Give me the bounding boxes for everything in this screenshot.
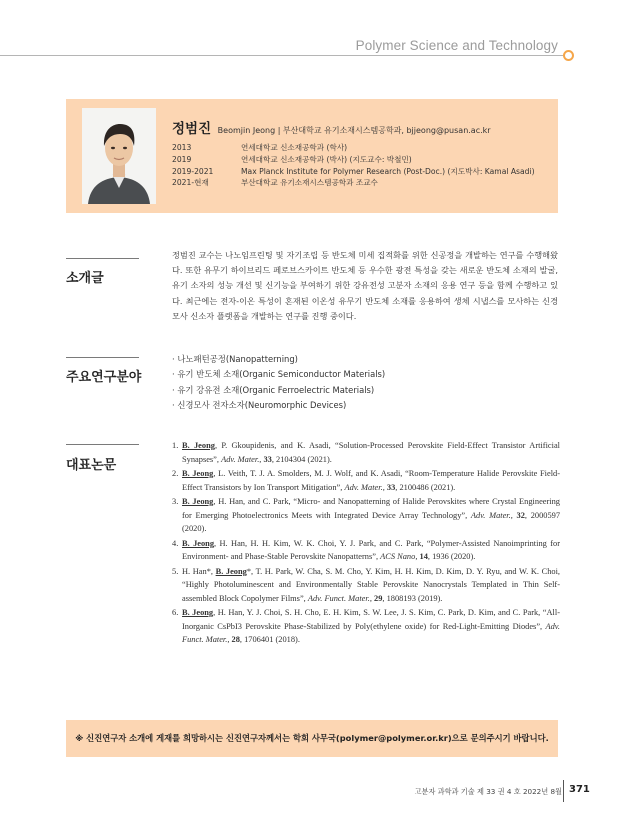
publication-number: 2.: [172, 469, 179, 478]
publication-pages: , 1936 (2020).: [427, 552, 476, 561]
publication-number: 1.: [172, 441, 179, 450]
footer-journal-info: 고분자 과학과 기술 제 33 권 4 호 2022년 8월: [414, 787, 562, 796]
profile-name-line: [172, 117, 491, 137]
publication-number: 6.: [172, 608, 179, 617]
education-desc: 연세대학교 신소재공학과 (학사): [241, 143, 348, 152]
publication-sep: ,: [227, 635, 232, 644]
publication-author-highlight: B. Jeong: [182, 469, 214, 478]
research-item: · 유기 반도체 소재(Organic Semiconductor Materials): [172, 369, 386, 380]
publication-number: 3.: [172, 497, 179, 506]
publication-pages: , 1808193 (2019).: [382, 593, 443, 603]
research-item: · 신경모사 전자소자(Neuromorphic Devices): [172, 400, 347, 411]
publication-journal: Adv. Mater.: [344, 482, 383, 492]
publication-pages: , 1706401 (2018).: [239, 635, 300, 644]
education-desc: 부산대학교 유기소재시스템공학과 조교수: [241, 178, 378, 188]
publication-item: [172, 606, 560, 647]
intro-section-title: 소개글: [66, 271, 104, 286]
publication-body: *, T. H. Park, W. Cha, S. M. Cho, Y. Kim, H. H. Kim, D. Kim, D. Y. Ryu, and W. K. Choi, “Highly Photoluminescent and Environmentally Stable Perovskite Nanocrystals Templated in Thin Self-assembled Block Copolymer Films”,: [182, 566, 560, 603]
profile-name-ko: 정범진: [172, 121, 212, 137]
education-year: 2019-2021: [172, 166, 214, 176]
publication-author-highlight: B. Jeong: [182, 497, 214, 506]
education-year: 2021-현재: [172, 178, 209, 188]
publication-list: [172, 439, 560, 648]
publication-sep: ,: [382, 482, 387, 492]
publication-item: [172, 537, 560, 564]
publication-sep: ,: [510, 510, 517, 520]
publication-author-highlight: B. Jeong: [182, 441, 215, 450]
header-ring-icon: [563, 50, 574, 61]
portrait-image: [82, 108, 156, 204]
page-number: 371: [569, 784, 590, 795]
publication-pages: , 2100486 (2021).: [395, 482, 456, 492]
publication-journal: ACS Nano: [380, 552, 416, 561]
publication-sep: ,: [415, 552, 420, 561]
publication-volume: 33: [263, 454, 272, 464]
publication-pages: , 2104304 (2021).: [271, 454, 332, 464]
publication-pages: , 2000597 (2020).: [182, 510, 561, 533]
publication-pre: H. Han*,: [182, 566, 216, 576]
research-list: [172, 352, 385, 414]
research-section-title: 주요연구분야: [66, 370, 142, 385]
intro-text: 정범진 교수는 나노임프린팅 및 자기조립 등 반도체 미세 집적화를 위한 신공정을 개발하는 연구를 수행해왔다. 또한 유무기 하이브리드 페로브스카이트 반도체 등 우수한 광전 특성을 갖는 새로운 반도체 소재의 발굴, 유기 소자의 성능 개선 및 신기능을 부여하기 위한 강유전성 고분자 소재의 응용 연구 등을 함께 수행하고 있다. 최근에는 전자-이온 특성이 혼재된 이온성 유무기 반도체 소재를 응용하여 생체 시냅스를 모사하는 신경모사 신소자 플랫폼을 개발하는 연구를 진행 중이다.: [172, 250, 558, 321]
research-item: · 나노패턴공정(Nanopatterning): [172, 354, 298, 364]
publication-volume: 28: [231, 635, 240, 644]
journal-header-title: Polymer Science and Technology: [355, 38, 558, 53]
footer-divider: [563, 780, 564, 802]
publication-number: 4.: [172, 538, 179, 548]
publication-body: , H. Han, Y. J. Choi, S. H. Cho, E. H. Kim, S. W. Lee, J. S. Kim, C. Park, D. Kim, and C. Park, “All-Inorganic CsPbI3 Perovskite Phase-Stabilized by Poly(ethylene oxide) for Red-Light-Emitting Diodes”,: [182, 608, 560, 631]
publications-section-rule: [66, 444, 139, 445]
education-year: 2019: [172, 154, 192, 164]
publication-body: , H. Han, H. H. Kim, W. K. Choi, Y. J. Park, and C. Park, “Polymer-Assisted Nanoimprinting for Environment- and Phase-Stable Perovskite Nanopatterns”,: [182, 538, 560, 561]
intro-section-rule: [66, 258, 139, 259]
publication-author-highlight: B. Jeong: [215, 566, 247, 576]
publication-author-highlight: B. Jeong: [182, 608, 214, 617]
publication-journal: Adv. Funct. Mater.: [307, 593, 370, 603]
education-year: 2013: [172, 143, 192, 152]
publication-body: , L. Veith, T. J. A. Smolders, M. J. Wolf, and K. Asadi, “Room-Temperature Halide Perovskite Field-Effect Transistors by Ion Transport Mitigation”,: [182, 469, 560, 492]
publication-body: , P. Gkoupidenis, and K. Asadi, “Solution-Processed Perovskite Field-Effect Transistor Artificial Synapses”,: [182, 441, 561, 464]
header-rule: [0, 55, 563, 56]
publication-sep: ,: [259, 454, 264, 464]
publication-journal: Adv. Mater.: [221, 454, 260, 464]
publication-sep: ,: [369, 593, 374, 603]
publications-section-title: 대표논문: [66, 458, 117, 473]
publication-volume: 32: [516, 510, 525, 520]
publication-item: [172, 495, 560, 536]
publication-item: [172, 565, 560, 606]
publication-volume: 14: [419, 552, 428, 561]
research-section-rule: [66, 357, 139, 358]
publication-item: [172, 467, 560, 494]
profile-affiliation: Beomjin Jeong | 부산대학교 유기소재시스템공학과, bjjeong@pusan.ac.kr: [217, 126, 491, 135]
publication-number: 5.: [172, 566, 179, 576]
publication-volume: 33: [386, 482, 396, 492]
publication-item: [172, 439, 560, 466]
publication-journal: Adv. Funct. Mater.: [182, 621, 560, 644]
education-desc: 연세대학교 신소재공학과 (박사) (지도교수: 박철민): [241, 154, 412, 164]
publication-body: , H. Han, and C. Park, “Micro- and Nanopatterning of Halide Perovskites where Crystal Engineering for Emerging Photoelectronics Meets with Integrated Device Array Technology”,: [182, 497, 560, 520]
publication-journal: Adv. Mater.: [470, 510, 511, 520]
publication-volume: 29: [374, 593, 383, 603]
profile-photo: [82, 108, 156, 204]
publication-author-highlight: B. Jeong: [182, 538, 215, 548]
education-desc: Max Planck Institute for Polymer Research (Post-Doc.) (지도박사: Kamal Asadi): [241, 166, 535, 176]
notice-box: ※ 신진연구자 소개에 게재를 희망하시는 신진연구자께서는 학회 사무국(polymer@polymer.or.kr)으로 문의주시기 바랍니다.: [66, 720, 558, 757]
research-item: · 유기 강유전 소재(Organic Ferroelectric Materials): [172, 384, 375, 395]
